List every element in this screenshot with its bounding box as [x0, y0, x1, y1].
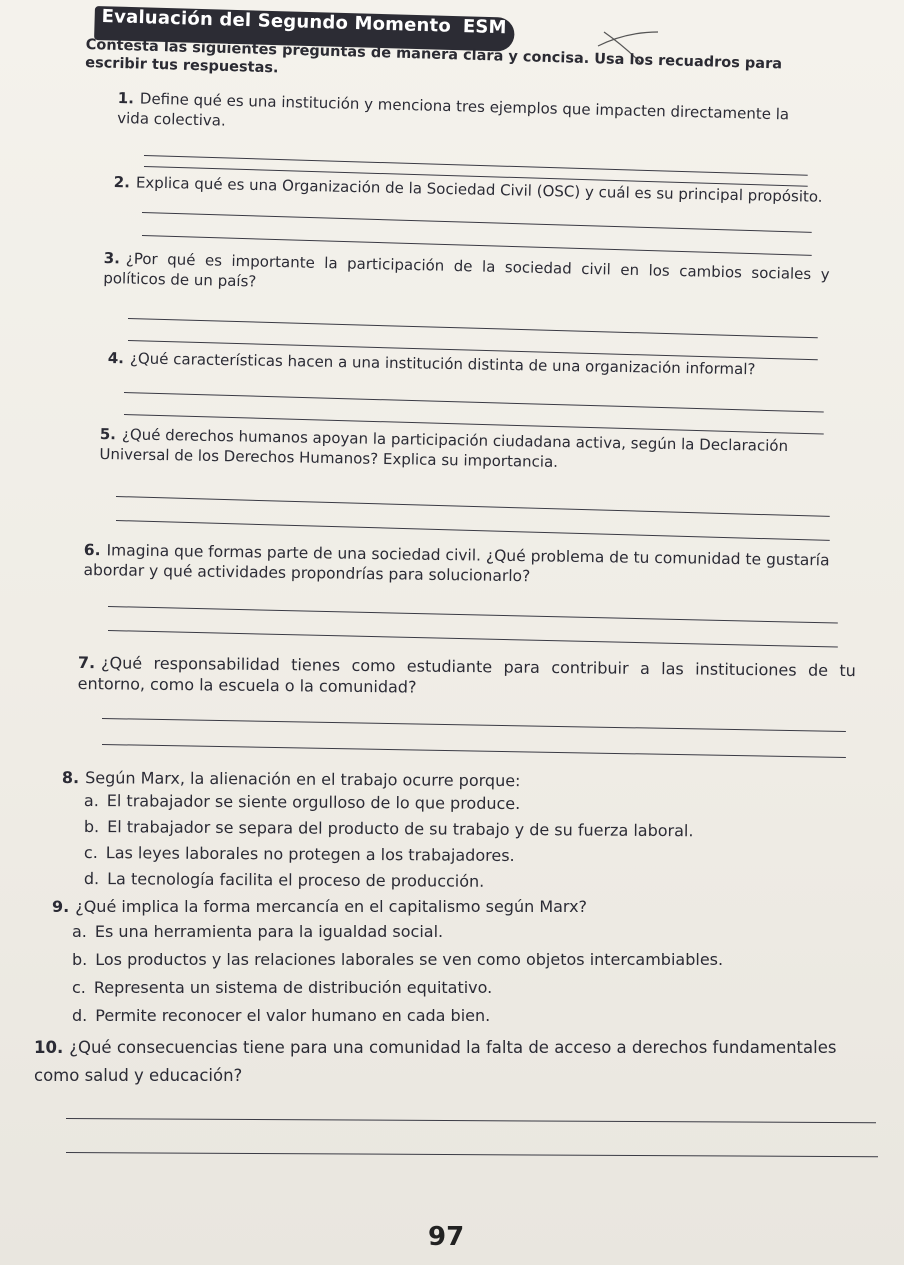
question-number: 3. — [103, 248, 121, 268]
answer-line[interactable] — [108, 630, 838, 648]
title-text: Evaluación del Segundo Momento — [101, 6, 452, 37]
question-text: Imagina que formas parte de una sociedad civil. ¿Qué problema de tu comunidad te gustaría abordar y qué actividades propondrías para solucionarlo? — [83, 541, 830, 586]
question-number: 8. — [61, 768, 80, 788]
question-text: ¿Por qué es importante la participación de la sociedad civil en los cambios sociales y políticos de un país? — [103, 249, 830, 291]
option-letter: b. — [72, 950, 88, 969]
question-number: 10. — [34, 1038, 64, 1057]
question-number: 5. — [99, 424, 117, 444]
question-2 — [114, 172, 834, 207]
answer-line[interactable] — [102, 744, 846, 758]
option-text: Es una herramienta para la igualdad social. — [94, 922, 444, 941]
question-number: 7. — [77, 652, 96, 673]
option-8b[interactable] — [84, 817, 694, 841]
option-9c[interactable] — [72, 978, 492, 998]
question-text: ¿Qué consecuencias tiene para una comunidad la falta de acceso a derechos fundamentales como salud y educación? — [34, 1038, 837, 1085]
instructions: Contesta las siguientes preguntas de manera clara y concisa. Usa los recuadros para escribir tus respuestas. — [85, 36, 783, 77]
question-number: 4. — [107, 348, 125, 368]
question-text: ¿Qué características hacen a una institución distinta de una organización informal? — [129, 349, 756, 379]
option-letter: a. — [83, 791, 99, 811]
option-text: Los productos y las relaciones laborales se ven como objetos intercambiables. — [95, 950, 724, 969]
option-letter: c. — [72, 978, 86, 997]
option-letter: b. — [83, 817, 100, 837]
question-number: 2. — [113, 172, 131, 192]
question-text: Define qué es una institución y menciona tres ejemplos que impacten directamente la vida colectiva. — [117, 89, 790, 130]
option-8d[interactable] — [84, 869, 485, 892]
question-1 — [117, 88, 818, 145]
answer-line[interactable] — [142, 212, 812, 233]
option-text: El trabajador se separa del producto de su trabajo y de su fuerza laboral. — [107, 817, 694, 841]
answer-line[interactable] — [102, 718, 846, 732]
answer-line[interactable] — [116, 520, 830, 541]
option-9d[interactable] — [72, 1006, 490, 1026]
answer-line[interactable] — [128, 318, 818, 338]
option-letter: d. — [72, 1006, 88, 1025]
option-text: Representa un sistema de distribución equitativo. — [93, 978, 493, 997]
question-number: 1. — [117, 88, 135, 108]
question-text: Según Marx, la alienación en el trabajo ocurre porque: — [85, 768, 521, 791]
question-text: Explica qué es una Organización de la Sociedad Civil (OSC) y cuál es su principal propósito. — [135, 173, 823, 206]
option-letter: c. — [83, 843, 98, 863]
option-8a[interactable] — [84, 791, 520, 814]
option-text: La tecnología facilita el proceso de producción. — [107, 869, 485, 891]
question-number: 9. — [52, 897, 70, 916]
option-letter: d. — [83, 869, 100, 889]
answer-line[interactable] — [124, 392, 824, 413]
question-3 — [103, 248, 830, 304]
option-text: El trabajador se siente orgulloso de lo que produce. — [106, 791, 521, 814]
title-badge: ESM — [462, 16, 507, 39]
answer-line[interactable] — [116, 496, 830, 517]
question-text: ¿Qué implica la forma mercancía en el capitalismo según Marx? — [75, 897, 588, 916]
option-9b[interactable] — [72, 950, 723, 970]
option-8c[interactable] — [84, 843, 515, 866]
option-letter: a. — [72, 922, 87, 941]
option-9a[interactable] — [72, 922, 443, 942]
option-text: Permite reconocer el valor humano en cada bien. — [95, 1006, 491, 1025]
page-number: 97 — [428, 1222, 465, 1252]
question-text: ¿Qué derechos humanos apoyan la participación ciudadana activa, según la Declaración Universal de los Derechos Humanos? Explica su importancia. — [99, 425, 789, 471]
question-7 — [78, 652, 856, 702]
question-4 — [108, 348, 828, 381]
question-10 — [34, 1034, 874, 1090]
question-6 — [83, 540, 849, 591]
answer-line[interactable] — [144, 155, 808, 176]
question-text: ¿Qué responsabilidad tienes como estudiante para contribuir a las instituciones de tu entorno, como la escuela o la comunidad? — [77, 653, 856, 697]
question-9 — [52, 897, 852, 917]
question-8 — [62, 768, 852, 794]
answer-line[interactable] — [66, 1118, 876, 1123]
answer-line[interactable] — [66, 1152, 878, 1157]
answer-line[interactable] — [108, 606, 838, 624]
option-text: Las leyes laborales no protegen a los trabajadores. — [105, 843, 515, 866]
question-number: 6. — [83, 540, 101, 560]
question-5 — [99, 424, 820, 477]
